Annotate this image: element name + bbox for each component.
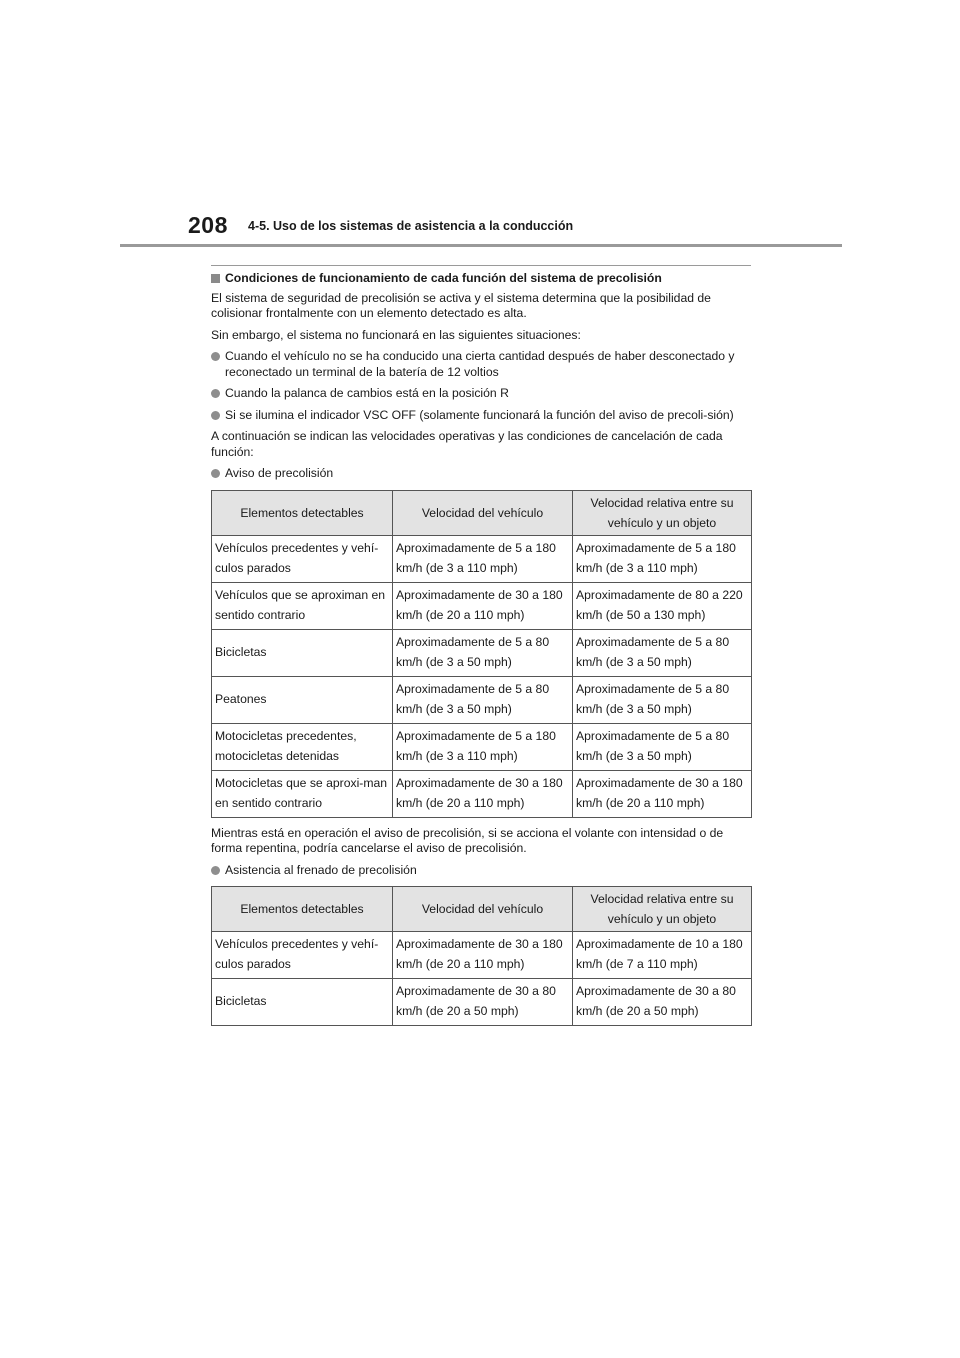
condition-item (211, 349, 751, 380)
speeds-intro: A continuación se indican las velocidades operativas y las condiciones de cancelación de cada función: (211, 429, 723, 459)
table-header-cell: Velocidad relativa entre su vehículo y un objeto (573, 490, 752, 535)
table-cell: Aproximadamente de 30 a 180 km/h (de 20 a 110 mph) (393, 932, 573, 979)
table-cell: Aproximadamente de 5 a 80 km/h (de 3 a 50 mph) (573, 676, 752, 723)
table-cell: Aproximadamente de 30 a 80 km/h (de 20 a 50 mph) (573, 979, 752, 1026)
table-cell: Aproximadamente de 5 a 80 km/h (de 3 a 50 mph) (393, 629, 573, 676)
intro-paragraph: El sistema de seguridad de precolisión se activa y el sistema determina que la posibilidad de colisionar frontalmente con un elemento detectado es alta. (211, 290, 711, 320)
table-cell: Aproximadamente de 5 a 80 km/h (de 3 a 50 mph) (393, 676, 573, 723)
table-cell: Aproximadamente de 5 a 80 km/h (de 3 a 50 mph) (573, 629, 752, 676)
table-cell: Aproximadamente de 5 a 180 km/h (de 3 a 110 mph) (393, 723, 573, 770)
table-cell: Aproximadamente de 30 a 180 km/h (de 20 a 110 mph) (573, 770, 752, 817)
table-cell: Bicicletas (212, 629, 393, 676)
table-row (212, 629, 752, 676)
table-row (212, 932, 752, 979)
table-header-cell: Elementos detectables (212, 490, 393, 535)
table-row (212, 979, 752, 1026)
circle-bullet-icon (211, 389, 220, 398)
table-row (212, 582, 752, 629)
condition-text: Cuando el vehículo no se ha conducido una cierta cantidad después de haber desconectado y reconectado un terminal de la batería de 12 voltios (225, 349, 735, 379)
condition-item (211, 386, 751, 402)
brake-assist-speed-table (211, 886, 752, 1026)
intro-paragraph-2: Sin embargo, el sistema no funcionará en las siguientes situaciones: (211, 327, 581, 342)
section-heading-text: Condiciones de funcionamiento de cada función del sistema de precolisión (225, 271, 662, 285)
table-cell: Aproximadamente de 10 a 180 km/h (de 7 a 110 mph) (573, 932, 752, 979)
warning-note: Mientras está en operación el aviso de precolisión, si se acciona el volante con intensidad o de forma repentina, podría cancelarse el aviso de precolisión. (211, 825, 724, 855)
subsection-title-text: Aviso de precolisión (225, 466, 334, 480)
table-cell: Peatones (212, 676, 393, 723)
table-cell: Vehículos precedentes y vehí-culos parados (212, 932, 393, 979)
page-content (211, 265, 751, 1034)
table-cell: Motocicletas precedentes, motocicletas detenidas (212, 723, 393, 770)
subsection-title-text: Asistencia al frenado de precolisión (225, 862, 417, 877)
table-row (212, 676, 752, 723)
table-cell: Bicicletas (212, 979, 393, 1026)
table-row (212, 535, 752, 582)
table-header-cell: Velocidad del vehículo (393, 887, 573, 932)
circle-bullet-icon (211, 469, 220, 478)
table-header-cell: Elementos detectables (212, 887, 393, 932)
table-cell: Vehículos precedentes y vehí-culos parados (212, 535, 393, 582)
condition-text: Cuando la palanca de cambios está en la posición R (225, 386, 509, 400)
subsection-title (211, 466, 751, 482)
table-cell: Motocicletas que se aproxi-man en sentido contrario (212, 770, 393, 817)
circle-bullet-icon (211, 352, 220, 361)
table-header-cell: Velocidad del vehículo (393, 490, 573, 535)
table-cell: Aproximadamente de 30 a 180 km/h (de 20 a 110 mph) (393, 582, 573, 629)
circle-bullet-icon (211, 866, 220, 875)
table-cell: Aproximadamente de 5 a 80 km/h (de 3 a 50 mph) (573, 723, 752, 770)
header-rule (120, 244, 842, 247)
condition-item (211, 408, 751, 424)
page-number: 208 (188, 212, 228, 238)
table-cell: Aproximadamente de 5 a 180 km/h (de 3 a 110 mph) (393, 535, 573, 582)
square-bullet-icon (211, 274, 220, 283)
table-cell: Aproximadamente de 5 a 180 km/h (de 3 a 110 mph) (573, 535, 752, 582)
table-row (212, 770, 752, 817)
subsection-title (211, 863, 751, 879)
table-cell: Aproximadamente de 80 a 220 km/h (de 50 a 130 mph) (573, 582, 752, 629)
table-cell: Aproximadamente de 30 a 80 km/h (de 20 a 50 mph) (393, 979, 573, 1026)
section-rule (211, 265, 751, 266)
table-header-cell: Velocidad relativa entre su vehículo y un objeto (573, 887, 752, 932)
table-cell: Aproximadamente de 30 a 180 km/h (de 20 a 110 mph) (393, 770, 573, 817)
table-cell: Vehículos que se aproximan en sentido contrario (212, 582, 393, 629)
chapter-title: 4-5. Uso de los sistemas de asistencia a la conducción (248, 219, 574, 233)
circle-bullet-icon (211, 411, 220, 420)
section-heading (211, 271, 751, 287)
condition-text: Si se ilumina el indicador VSC OFF (solamente funcionará la función del aviso de precoli-sión) (225, 407, 734, 422)
warning-speed-table (211, 490, 752, 818)
table-row (212, 723, 752, 770)
